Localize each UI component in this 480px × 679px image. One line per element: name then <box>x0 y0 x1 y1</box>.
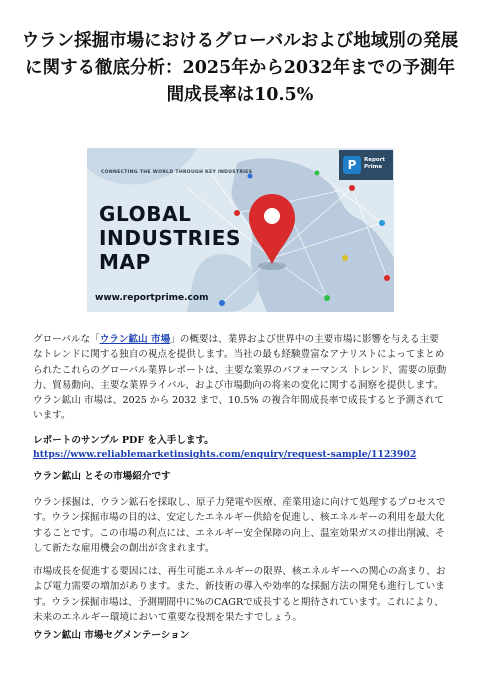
banner-image <box>87 148 394 312</box>
intro-after: 」の概要は、業界および世界中の主要市場に影響を与える主要なトレンドに関する独自の視点を提供します。当社の最も経験豊富なアナリストによってまとめられたこれらのグローバル業界レポートは、主要な業界のパフォーマンス トレンド、需要の原動力、貿易動向、主要な業界ライバル、および市場動向の将来の変化に関する洞察を提供します。ウラン鉱山 市場は、2025 から 2032 まで、10.5% の複合年間成長率で成長すると予測されています。 <box>33 334 447 422</box>
logo-text <box>364 157 394 171</box>
logo-line2: Prime <box>364 164 383 170</box>
section-paragraph-1: ウラン採掘は、ウラン鉱石を採取し、原子力発電や医療、産業用途に向けて処理するプロセスです。ウラン採掘市場の目的は、安定したエネルギー供給を促進し、核エネルギーの利用を最大化することです。この市場の利点には、エネルギー安全保障の向上、温室効果ガスの排出削減、そして新たな雇用機会の創出が含まれます。 <box>33 497 446 554</box>
sample-label: レポートのサンプル PDF を入手します。 <box>33 435 214 446</box>
intro-before: グローバルな「 <box>33 334 100 345</box>
banner-heading-line3: MAP <box>99 250 151 274</box>
section-heading-segmentation: ウラン鉱山 市場セグメンテーション <box>33 630 190 641</box>
logo-line1: Report <box>364 157 386 163</box>
market-link[interactable]: ウラン鉱山 市場 <box>99 334 171 345</box>
intro-paragraph <box>33 332 447 424</box>
banner-website: www.reportprime.com <box>95 293 209 303</box>
section-heading-intro: ウラン鉱山 とその市場紹介です <box>33 471 171 482</box>
page-title: ウラン採掘市場におけるグローバルおよび地域別の発展に関する徹底分析：2025年から2032年までの予測年間成長率は10.5% <box>21 31 459 105</box>
reportprime-logo <box>343 154 389 178</box>
section-paragraph-2: 市場成長を促進する要因には、再生可能エネルギーの限界、核エネルギーへの関心の高まり、および電力需要の増加があります。また、新技術の導入や効率的な採掘方法の開発も進行しています。ウラン採掘市場は、予測期間中に%のCAGRで成長すると期待されています。これにより、未来のエネルギー環境において重要な役割を果たすでしょう。 <box>33 566 446 623</box>
banner-heading-line1: GLOBAL <box>99 202 192 226</box>
banner-tagline: CONNECTING THE WORLD THROUGH KEY INDUSTRIES <box>101 170 253 175</box>
banner-heading-line2: INDUSTRIES <box>99 226 241 250</box>
sample-request-link[interactable]: https://www.reliablemarketinsights.com/enquiry/request-sample/1123902 <box>33 449 417 460</box>
logo-mark-icon: P <box>343 156 361 174</box>
